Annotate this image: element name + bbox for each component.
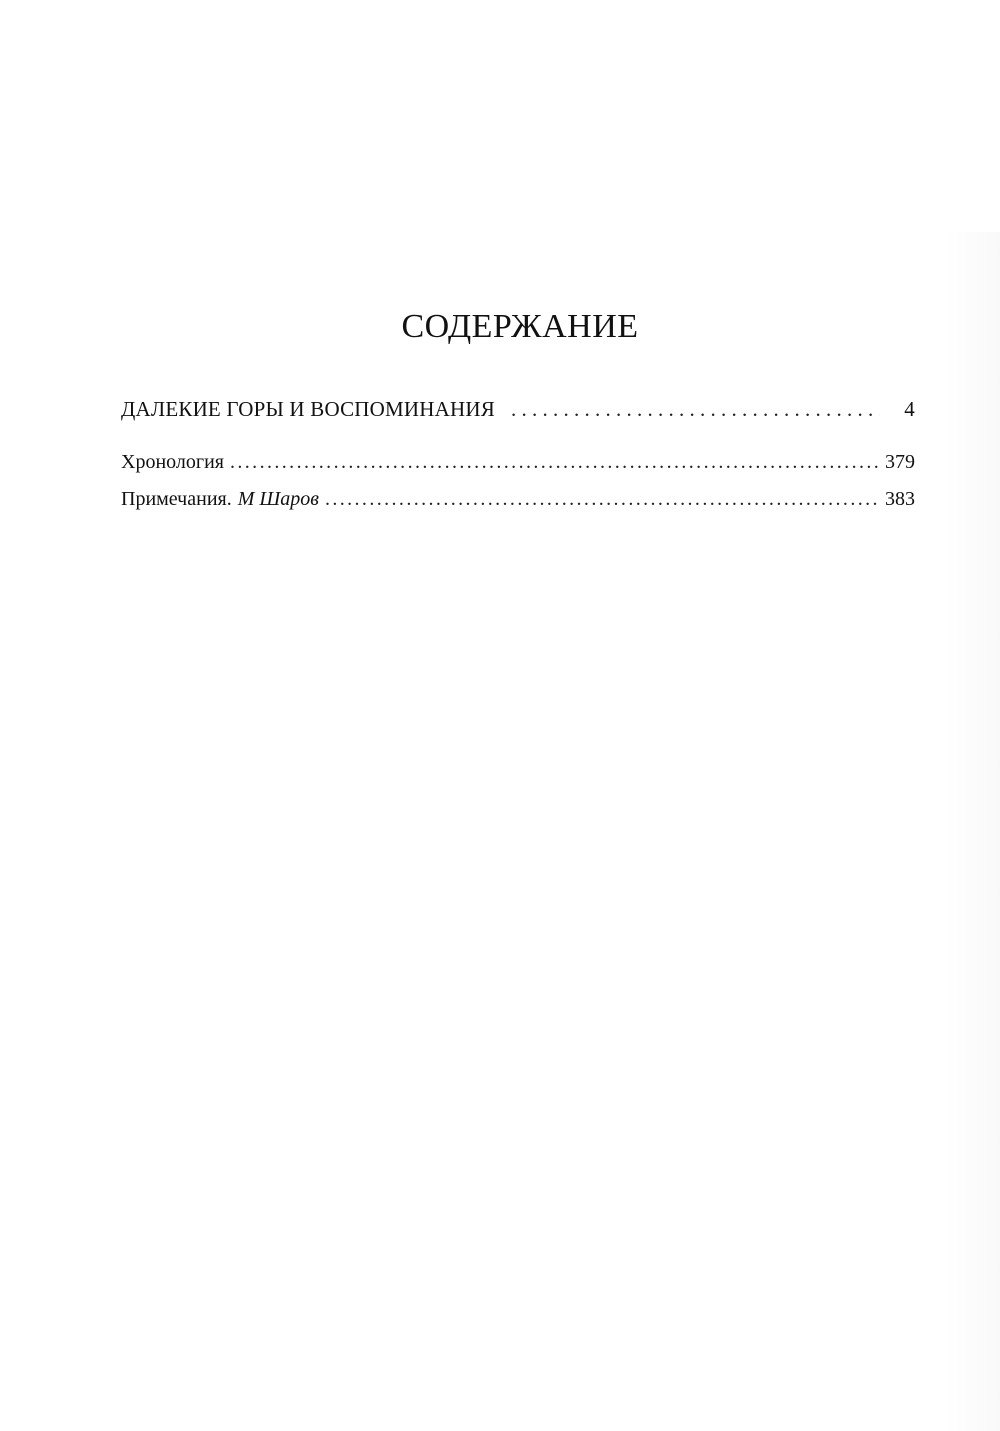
dot-leader — [511, 395, 880, 423]
toc-entry-label: Хронология — [121, 451, 224, 473]
dot-leader — [230, 448, 879, 476]
toc-page-number: 383 — [885, 488, 915, 510]
page-edge-shade — [942, 232, 1000, 1431]
dot-leader — [325, 485, 879, 513]
toc-page-number: 379 — [885, 451, 915, 473]
table-of-contents — [121, 395, 915, 522]
toc-page-number: 4 — [904, 397, 915, 421]
toc-entry-author: М Шаров — [237, 488, 319, 510]
toc-entry-notes[interactable] — [121, 485, 915, 513]
toc-entry-main-text[interactable] — [121, 395, 915, 423]
page-title: СОДЕРЖАНИЕ — [401, 308, 639, 345]
toc-entry-label: ДАЛЕКИЕ ГОРЫ И ВОСПОМИНАНИЯ — [121, 397, 495, 421]
toc-entry-label: Примечания. — [121, 488, 232, 510]
toc-entry-chronology[interactable] — [121, 448, 915, 476]
